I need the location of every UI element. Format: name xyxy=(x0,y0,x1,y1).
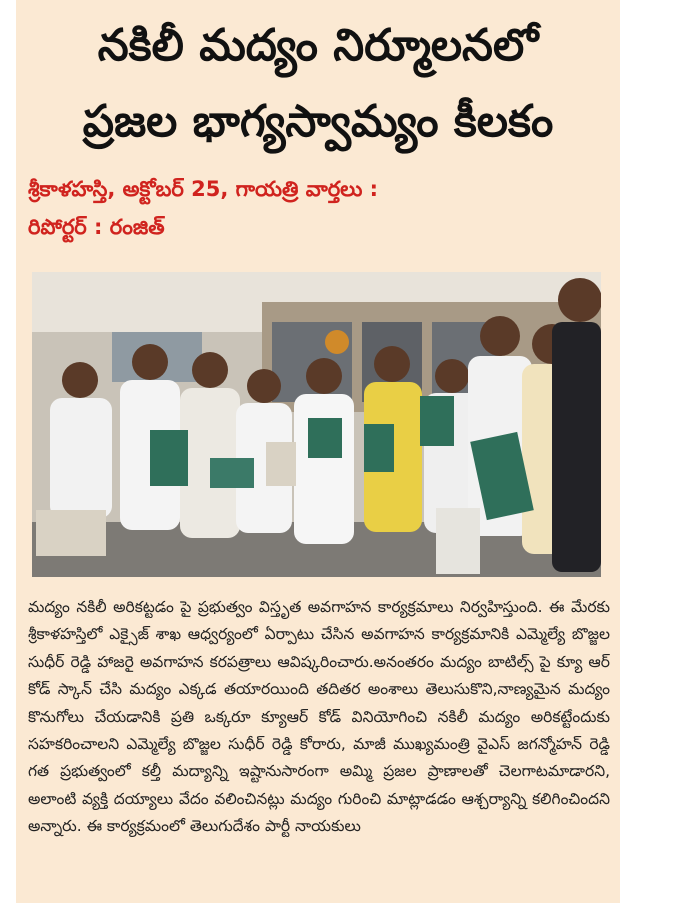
article-body: మద్యం నకిలీ అరికట్టడం పై ప్రభుత్వం విస్తృత అవగాహన కార్యక్రమాలు నిర్వహిస్తుంది. ఈ మేరకు శ్రీకాళహస్తిలో ఎక్సైజ్ శాఖ ఆధ్వర్యంలో ఏర్పాటు చేసిన అవగాహన కార్యక్రమానికి ఎమ్మెల్యే బొజ్జల సుధీర్ రెడ్డి హాజరై అవగాహన కరపత్రాలు ఆవిష్కరించారు.అనంతరం మద్యం బాటిల్స్ పై క్యూ ఆర్ కోడ్ స్కాన్ చేసి మద్యం ఎక్కడ తయారయింది తదితర అంశాలు తెలుసుకొని,నాణ్యమైన మద్యం కొనుగోలు చేయడానికి ప్రతి ఒక్కరూ క్యూఆర్ కోడ్ వినియోగించి నకిలీ మద్యం అరికట్టేందుకు సహకరించాలని ఎమ్మెల్యే బొజ్జల సుధీర్ రెడ్డి కోరారు, మాజీ ముఖ్యమంత్రి వైఎస్ జగన్మోహన్ రెడ్డి గత ప్రభుత్వంలో కల్తీ మద్యాన్ని ఇష్టానుసారంగా అమ్మి ప్రజల ప్రాణాలతో చెలగాటమాడారని, అలాంటి వ్యక్తి దయ్యాలు వేదం వలించినట్లు మద్యం గురించి మాట్లాడడం ఆశ్చర్యాన్ని కలిగించిందని అన్నారు. ఈ కార్యక్రమంలో తెలుగుదేశం పార్టీ నాయకులు xyxy=(28,598,610,836)
news-photo xyxy=(32,272,601,577)
headline-line-2: ప్రజల భాగ్యస్వామ్యం కీలకం xyxy=(82,96,554,147)
newspaper-clipping xyxy=(16,0,620,903)
group-photo-illustration xyxy=(32,272,601,577)
headline-line-1: నకిలీ మద్యం నిర్మూలనలో xyxy=(97,20,539,71)
dateline: శ్రీకాళహస్తి, అక్టోబర్ 25, గాయత్రి వార్తలు : xyxy=(28,177,379,201)
reporter-byline: రిపోర్టర్ : రంజిత్ xyxy=(28,215,165,239)
